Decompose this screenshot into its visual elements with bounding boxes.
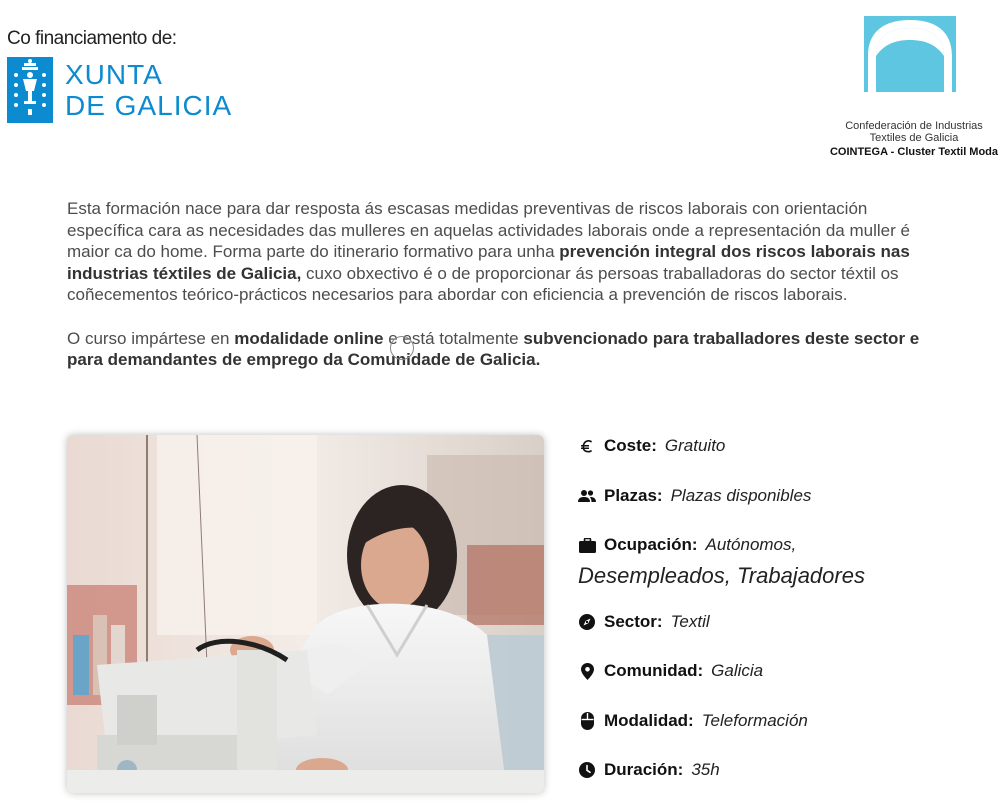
p2-text-a: O curso impártese en <box>67 328 235 348</box>
p1-text-a: Esta formación nace para dar resposta ás escasas medidas preventivas de riscos laborais con orientación específica cara as necesidades das mulleres en aquelas actividades laborais onde a representación da muller é maior ca do home. Forma parte do itinerario formativo para unha <box>67 199 910 261</box>
p2-bold-b: modalidade online <box>234 328 384 348</box>
occupation-value: Autónomos, <box>705 535 797 554</box>
community-label: Comunidad: <box>604 661 704 680</box>
euro-icon <box>578 437 596 455</box>
course-description <box>67 198 927 371</box>
cost-value: Gratuito <box>664 436 726 455</box>
briefcase-icon <box>578 536 596 554</box>
p2-bold-d: subvencionado para traballadores deste sector e para demandantes de emprego da Comunidade de Galicia. <box>67 328 920 369</box>
sector-label: Sector: <box>604 612 663 631</box>
clock-icon <box>578 761 596 779</box>
detail-cost <box>578 436 725 456</box>
mouse-icon <box>578 712 596 730</box>
community-value: Galicia <box>711 661 764 680</box>
detail-duration <box>578 760 720 780</box>
location-pin-icon <box>578 662 596 680</box>
cofinancing-label: Co financiamento de: <box>7 28 177 49</box>
cointega-sub-line-1: Confederación de Industrias <box>845 120 983 132</box>
cursor-ring-icon <box>390 336 414 360</box>
cointega-mark-icon <box>864 16 956 92</box>
xunta-line-1: XUNTA <box>65 59 163 90</box>
p1-text-c: cuxo obxectivo é o de proporcionar ás persoas traballadoras do sector téxtil os coñecementos teórico-prácticos necesarios para abordar con eficiencia a prevención de riscos laborais. <box>67 263 899 304</box>
modality-value: Teleformación <box>701 711 808 730</box>
cointega-name: COINTEGA - Cluster Textil Moda <box>829 146 999 158</box>
cost-label: Coste: <box>604 436 657 455</box>
detail-modality <box>578 711 808 731</box>
detail-places <box>578 486 811 506</box>
description-paragraph-1 <box>67 198 927 306</box>
p2-text-c: e está totalmente <box>383 328 524 348</box>
occupation-label: Ocupación: <box>604 535 698 554</box>
duration-value: 35h <box>691 760 720 779</box>
detail-occupation <box>578 535 796 555</box>
description-paragraph-2 <box>67 328 927 371</box>
sector-value: Textil <box>670 612 710 631</box>
seamstress-photo <box>67 435 544 793</box>
places-value: Plazas disponibles <box>670 486 812 505</box>
xunta-de-galicia-logo[interactable] <box>7 57 232 123</box>
modality-label: Modalidad: <box>604 711 694 730</box>
places-label: Plazas: <box>604 486 663 505</box>
compass-icon <box>578 613 596 631</box>
xunta-shield-icon <box>7 57 53 123</box>
people-icon <box>578 487 596 505</box>
seamstress-photo-image <box>67 435 544 793</box>
cointega-sub-line-2: Textiles de Galicia <box>869 132 959 144</box>
xunta-line-2: DE GALICIA <box>65 90 233 121</box>
detail-sector <box>578 612 710 632</box>
occupation-value-continued: Desempleados, Trabajadores <box>578 563 865 588</box>
duration-label: Duración: <box>604 760 684 779</box>
detail-community <box>578 661 763 681</box>
p1-bold-b: prevención integral dos riscos laborais nas industrias téxtiles de Galicia, <box>67 242 910 283</box>
